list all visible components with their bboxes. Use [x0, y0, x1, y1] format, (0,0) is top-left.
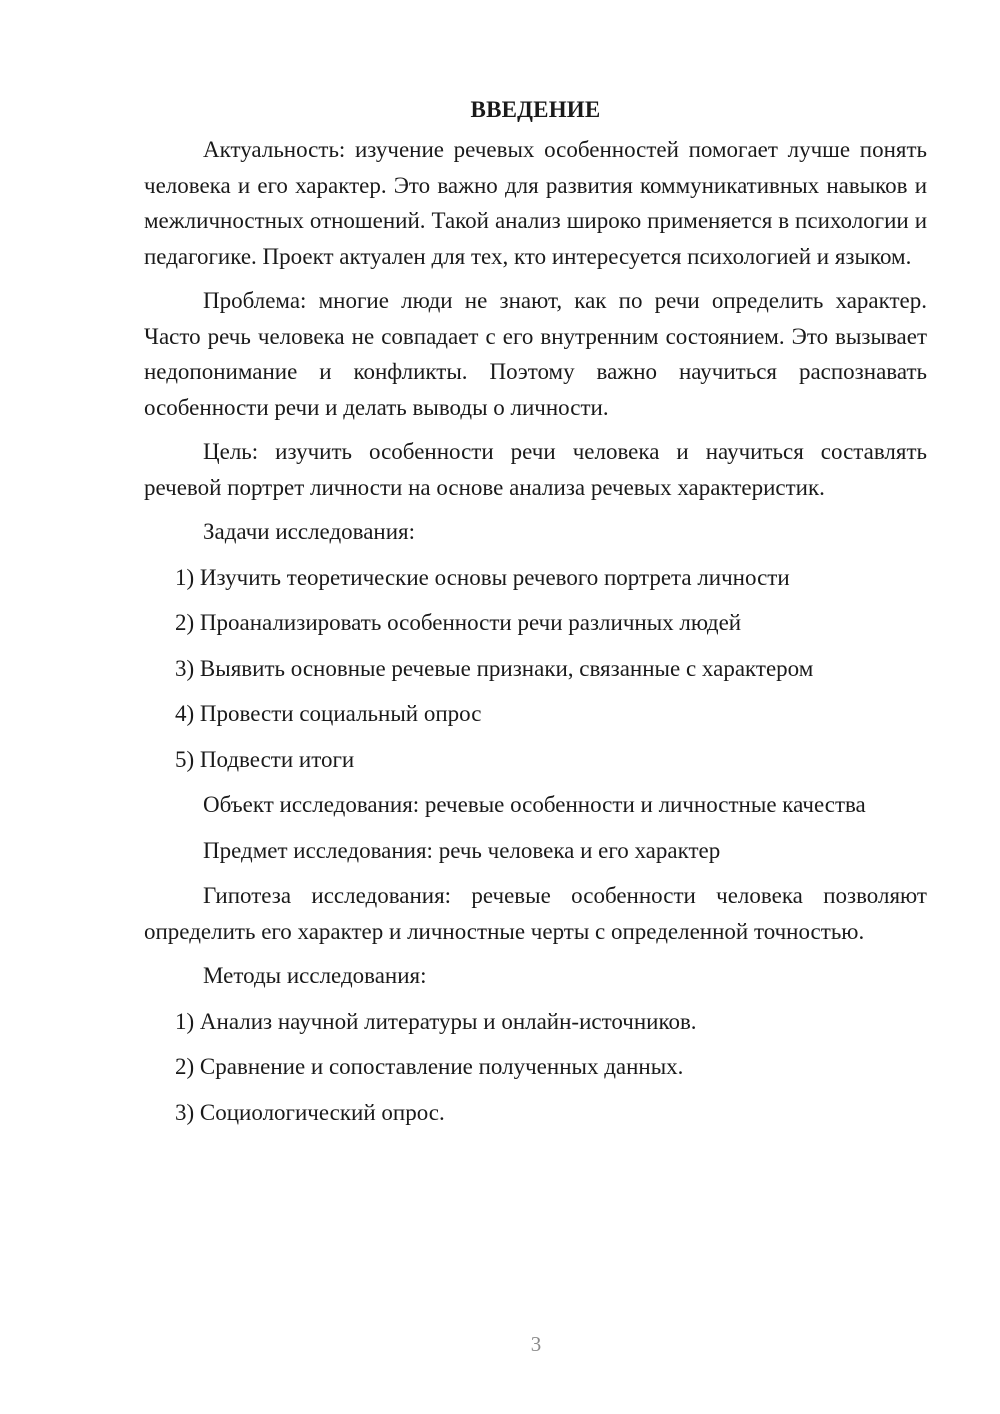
- section-heading: ВВЕДЕНИЕ: [470, 97, 601, 122]
- methods-list: [144, 1004, 927, 1131]
- object-line: Объект исследования: речевые особенности и личностные качества: [203, 792, 866, 817]
- list-item: 4) Провести социальный опрос: [175, 701, 482, 726]
- list-item: 2) Сравнение и сопоставление полученных данных.: [175, 1054, 684, 1079]
- list-item: 2) Проанализировать особенности речи различных людей: [175, 610, 742, 635]
- relevance-paragraph: Актуальность: изучение речевых особенностей помогает лучше понять человека и его характер. Это важно для развития коммуникативных навыков и межличностных отношений. Такой анализ широко применяется в психологии и педагогике. Проект актуален для тех, кто интересуется психологией и языком.: [144, 137, 927, 269]
- list-item: 3) Социологический опрос.: [175, 1099, 445, 1125]
- page-number: 3: [530, 1332, 542, 1356]
- list-item: 5) Подвести итоги: [175, 746, 355, 772]
- goal-paragraph: Цель: изучить особенности речи человека и научиться составлять речевой портрет личности на основе анализа речевых характеристик.: [144, 439, 927, 500]
- list-item: 1) Анализ научной литературы и онлайн-источников.: [175, 1008, 697, 1034]
- subject-line: Предмет исследования: речь человека и его характер: [203, 837, 721, 863]
- methods-heading: Методы исследования:: [203, 963, 427, 988]
- list-item: 1) Изучить теоретические основы речевого портрета личности: [175, 564, 790, 590]
- page-content: [144, 92, 927, 1140]
- tasks-heading: Задачи исследования:: [203, 519, 416, 544]
- hypothesis-paragraph: Гипотеза исследования: речевые особенности человека позволяют определить его характер и личностные черты с определенной точностью.: [144, 883, 927, 944]
- tasks-list: [144, 560, 927, 778]
- problem-paragraph: Проблема: многие люди не знают, как по речи определить характер. Часто речь человека не совпадает с его внутренним состоянием. Это вызывает недопонимание и конфликты. Поэтому важно научиться распознавать особенности речи и делать выводы о личности.: [144, 288, 927, 420]
- list-item: 3) Выявить основные речевые признаки, связанные с характером: [175, 655, 814, 681]
